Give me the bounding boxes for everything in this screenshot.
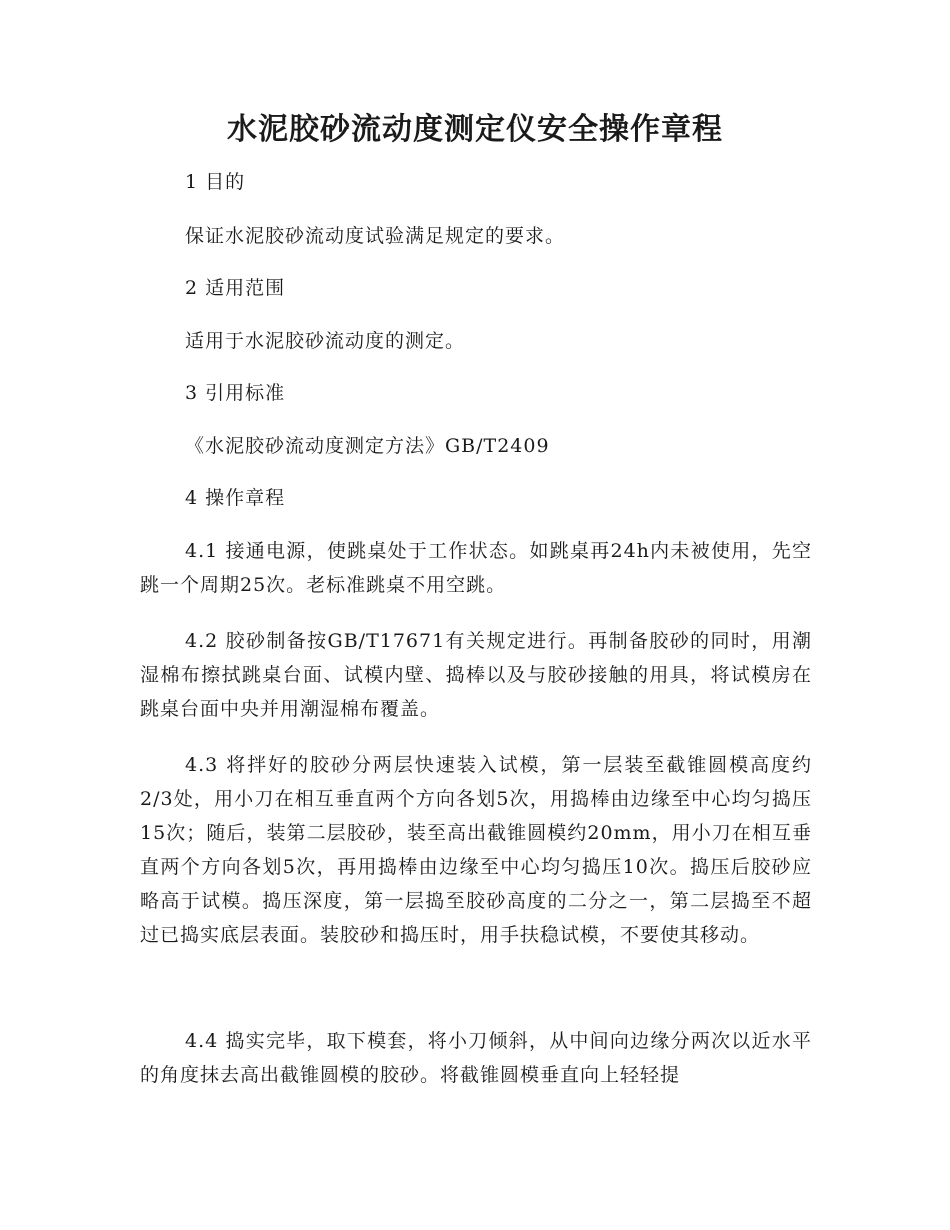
paragraph-4-3: 4.3 将拌好的胶砂分两层快速装入试模，第一层装至截锥圆模高度约2/3处，用小刀在相互垂直两个方向各划5次，用捣棒由边缘至中心均匀捣压15次；随后，装第二层胶砂，装至高出截锥圆模约20mm，用小刀在相互垂直两个方向各划5次，再用捣棒由边缘至中心均匀捣压10次。捣压后胶砂应略高于试模。捣压深度，第一层捣至胶砂高度的二分之一，第二层捣至不超过已捣实底层表面。装胶砂和捣压时，用手扶稳试模，不要使其移动。 — [140, 754, 812, 946]
section-heading-purpose: 1 目的 — [185, 171, 246, 193]
section-text-scope: 适用于水泥胶砂流动度的测定。 — [185, 330, 466, 352]
section-text-purpose: 保证水泥胶砂流动度试验满足规定的要求。 — [185, 225, 566, 247]
paragraph-4-4: 4.4 捣实完毕，取下模套，将小刀倾斜，从中间向边缘分两次以近水平的角度抹去高出截锥圆模的胶砂。将截锥圆模垂直向上轻轻提 — [140, 1030, 812, 1086]
section-text-references: 《水泥胶砂流动度测定方法》GB/T2409 — [185, 435, 550, 457]
paragraph-4-1: 4.1 接通电源，使跳桌处于工作状态。如跳桌再24h内未被使用，先空跳一个周期25次。老标准跳桌不用空跳。 — [140, 540, 812, 596]
section-heading-scope: 2 适用范围 — [185, 277, 286, 299]
section-heading-procedure: 4 操作章程 — [185, 487, 286, 509]
document-title: 水泥胶砂流动度测定仪安全操作章程 — [227, 112, 723, 147]
paragraph-4-2: 4.2 胶砂制备按GB/T17671有关规定进行。再制备胶砂的同时，用潮湿棉布擦拭跳桌台面、试模内壁、捣棒以及与胶砂接触的用具，将试模房在跳桌台面中央并用潮湿棉布覆盖。 — [140, 630, 812, 720]
section-heading-references: 3 引用标准 — [185, 382, 286, 404]
